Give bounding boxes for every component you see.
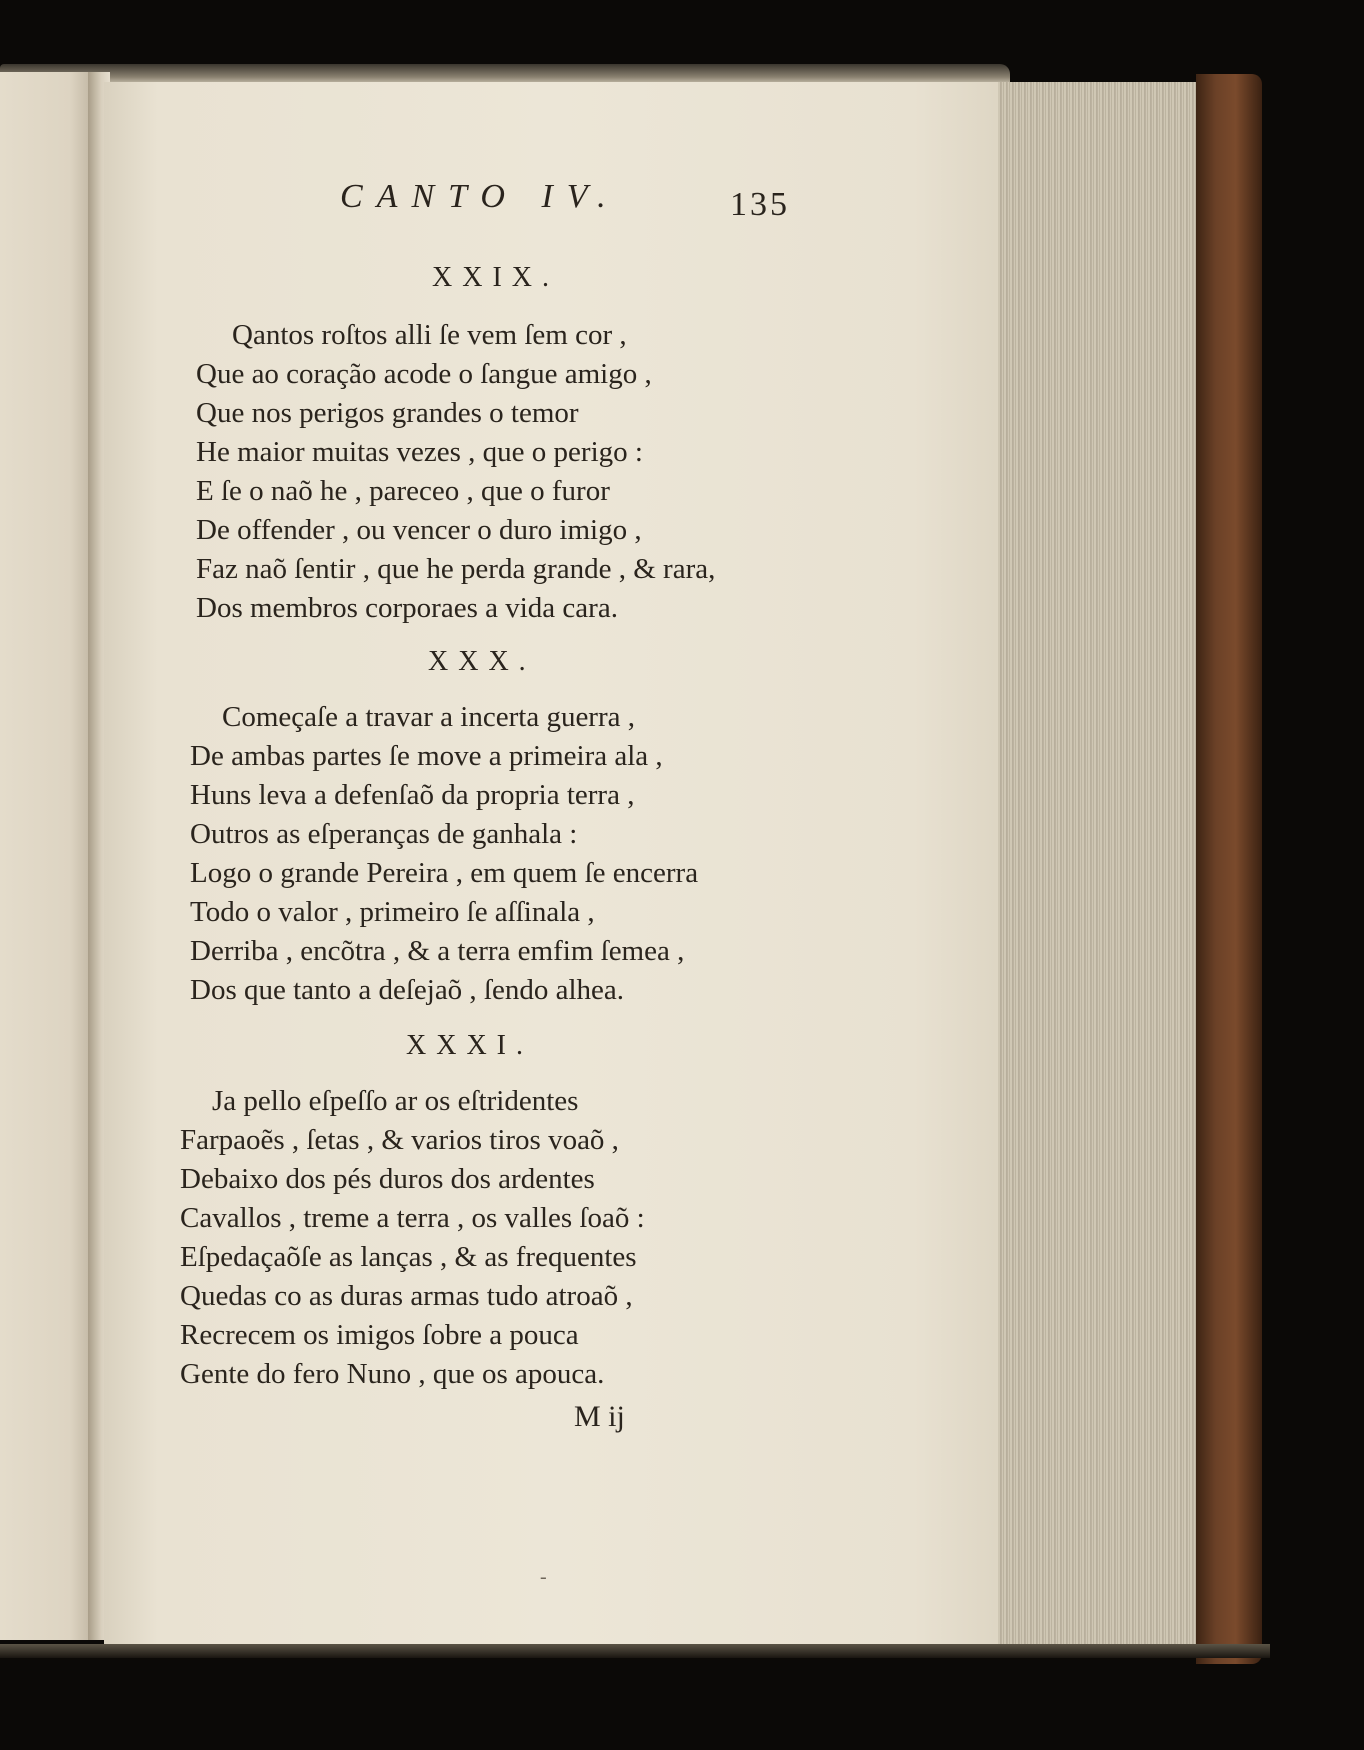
page-ornament: - [540,1566,547,1588]
verse-line: Qantos roſtos alli ſe vem ſem cor , [232,319,627,351]
signature-mark: M ij [574,1400,625,1433]
verse-line: De offender , ou vencer o duro imigo , [196,514,642,546]
verse-line: Começaſe a travar a incerta guerra , [222,701,635,733]
verse-line: Logo o grande Pereira , em quem ſe encerra [190,857,699,889]
verse-line: Faz naõ ſentir , que he perda grande , & rara, [196,553,716,585]
stanza-xxxi [180,1082,645,1394]
stanza-xxx [190,698,698,1010]
verse-line: Derriba , encõtra , & a terra emfim ſemea , [190,935,685,967]
verse-line: Todo o valor , primeiro ſe aſſinala , [190,896,595,928]
verse-line: Huns leva a defenſaõ da propria terra , [190,779,635,811]
verse-line: Quedas co as duras armas tudo atroaõ , [180,1280,633,1312]
verse-line: He maior muitas vezes , que o perigo : [196,436,643,468]
verse-line: Recrecem os imigos ſobre a pouca [180,1319,579,1351]
verse-line: E ſe o naõ he , pareceo , que o furor [196,475,610,507]
verse-line: Eſpedaçaõſe as lanças , & as frequentes [180,1241,637,1273]
stanza-number: XXX. [428,646,536,677]
verse-line: Que nos perigos grandes o temor [196,397,579,429]
verse-line: Dos membros corporaes a vida cara. [196,592,618,624]
verse-line: Dos que tanto a deſejaõ , ſendo alhea. [190,974,625,1006]
running-title-text: CANTO IV. [340,178,620,215]
verse-line: Ja pello eſpeſſo ar os eſtridentes [212,1085,579,1117]
verse-line: Gente do fero Nuno , que os apouca. [180,1358,605,1390]
verse-line: Cavallos , treme a terra , os valles ſoaõ : [180,1202,645,1234]
stanza-xxix [196,316,715,628]
page-number: 135 [730,186,790,223]
verse-line: Outros as eſperanças de ganhala : [190,818,578,850]
stanza-number: XXIX. [432,262,559,293]
verse-line: Debaixo dos pés duros dos ardentes [180,1163,595,1195]
verse-line: Farpaoẽs , ſetas , & varios tiros voaõ , [180,1124,619,1156]
stanza-number: XXXI. [406,1030,533,1061]
verse-line: Que ao coração acode o ſangue amigo , [196,358,652,390]
verse-line: De ambas partes ſe move a primeira ala , [190,740,663,772]
